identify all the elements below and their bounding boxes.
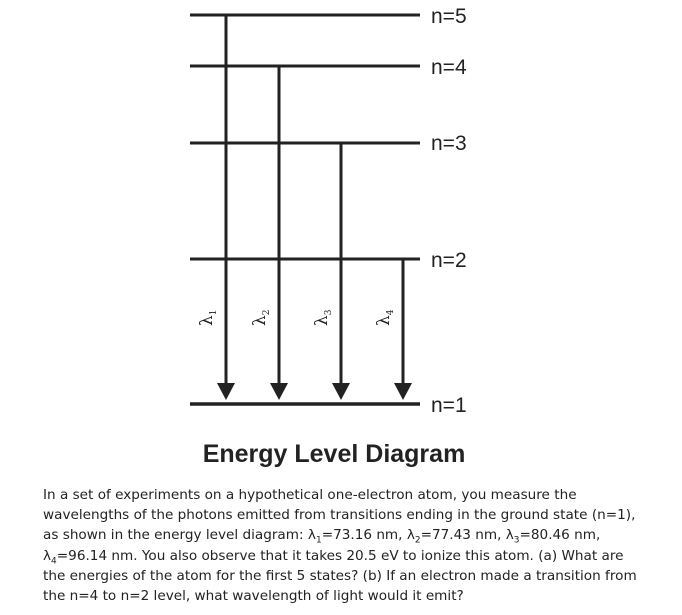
level-label-n3: n=3	[431, 132, 467, 155]
lambda-label-4: $\lambda_4$	[374, 309, 396, 326]
transition-arrow-4	[394, 259, 412, 400]
level-label-n1: n=1	[431, 394, 467, 417]
lambda-label-1: $\lambda_1$	[197, 309, 219, 326]
lambda-label-2: $\lambda_2$	[250, 309, 272, 326]
transition-arrow-1	[217, 15, 235, 400]
transition-arrow-3	[332, 143, 350, 400]
problem-statement: In a set of experiments on a hypothetical one-electron atom, you measure the wavelengths of the photons emitted from transitions ending in the ground state (n=1), as shown in the energy level diagram: $\lambda_1=73.16$ nm, $\lambda_2=77.43$ nm, $\lambda_3=80.46$ nm, $\lambda_4=96.14$ nm. You also observe that it takes 20.5 eV to ionize this atom. (a) What are the energies of the atom for the first 5 states? (b) If an electron made a transition from the n=4 to n=2 level, what wavelength of light would it emit?	[43, 487, 637, 605]
level-label-n4: n=4	[431, 56, 467, 79]
level-label-n2: n=2	[431, 249, 467, 272]
transition-arrow-2	[270, 66, 288, 400]
lambda-label-3: $\lambda_3$	[312, 309, 334, 326]
diagram-title: Energy Level Diagram	[202, 440, 466, 468]
level-label-n5: n=5	[431, 5, 467, 28]
